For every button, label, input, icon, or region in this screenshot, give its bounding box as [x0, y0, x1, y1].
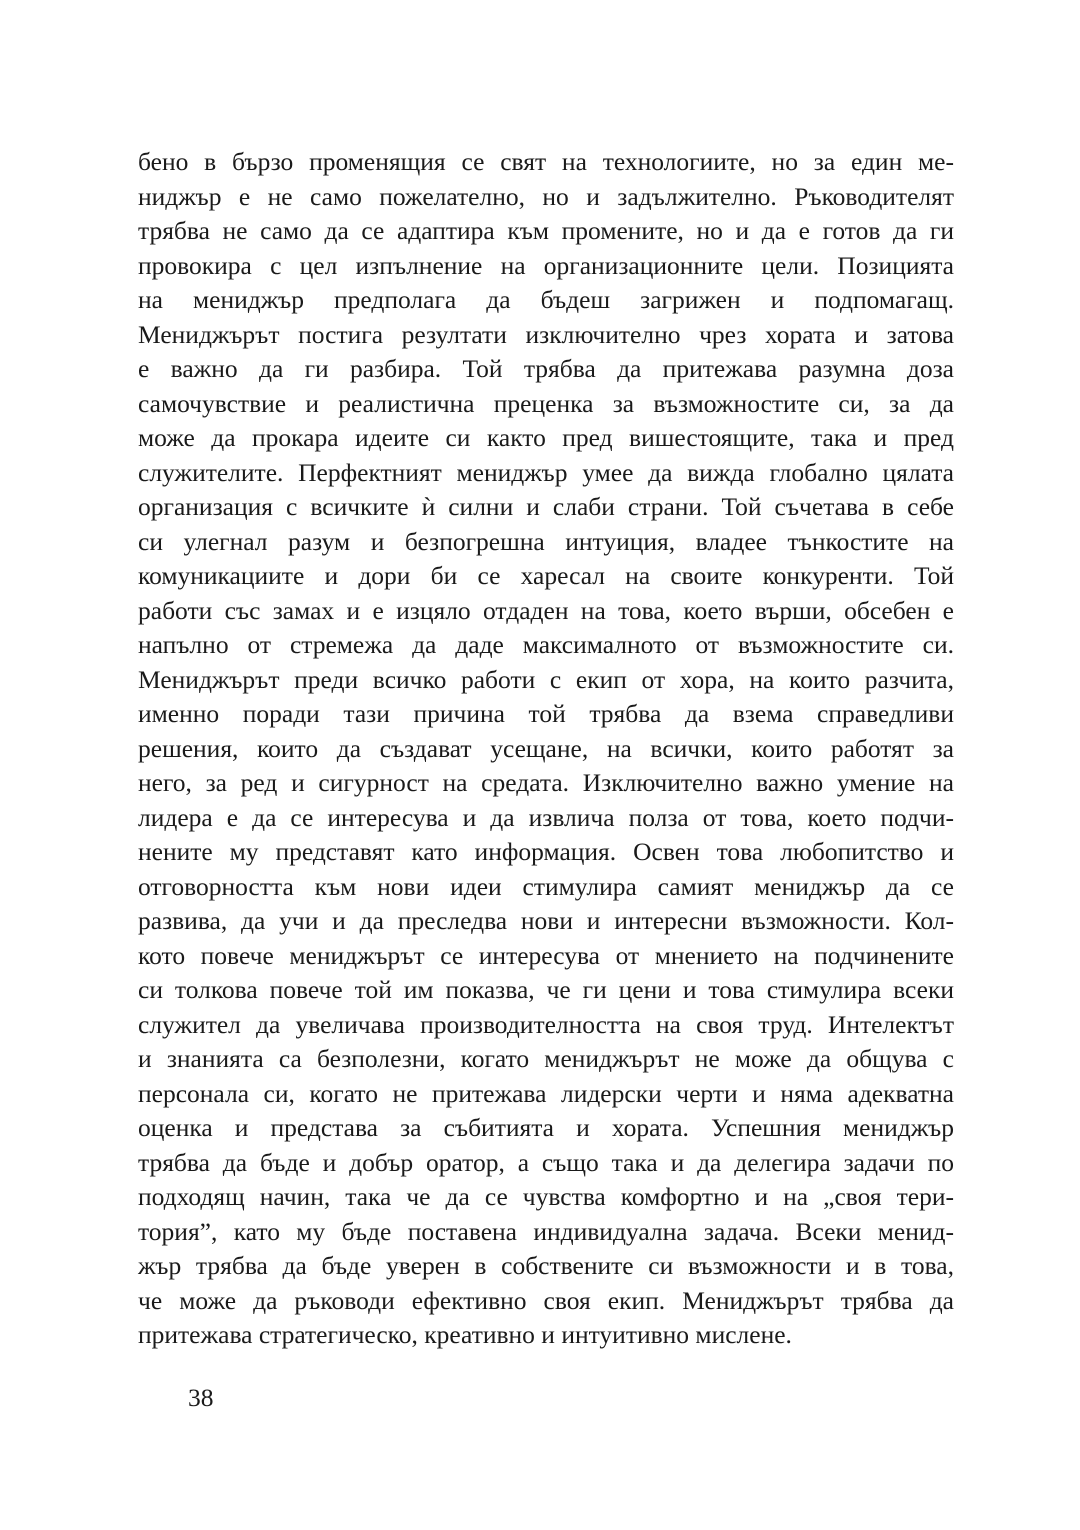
text-line: тория”, като му бъде поставена индивидуална задача. Всеки менид-	[138, 1216, 954, 1246]
text-line: ниджър е не само пожелателно, но и задължително. Ръководителят	[138, 181, 954, 211]
text-line: именно поради тази причина той трябва да взема справедливи	[138, 699, 954, 728]
text-line: служител да увеличава производителността на своя труд. Интелектът	[138, 1009, 954, 1039]
text-line: комуникациите и дори би се харесал на своите конкуренти. Той	[138, 561, 954, 590]
text-line: нените му представят като информация. Освен това любопитство и	[138, 837, 954, 866]
text-line-last: притежава стратегическо, креативно и интуитивно мислене.	[138, 1320, 792, 1349]
text-line: решения, които да създават усещане, на всички, които работят за	[138, 733, 954, 763]
text-line: кото повече мениджърът се интересува от мнението на подчинените	[138, 940, 954, 970]
text-line: трябва да бъде и добър оратор, а също така и да делегира задачи по	[138, 1147, 954, 1177]
text-line: отговорността към нови идеи стимулира самият мениджър да се	[138, 871, 954, 901]
text-line: на мениджър предполага да бъдеш загрижен и подпомагащ.	[138, 285, 954, 314]
text-line: работи със замах и е изцяло отдаден на това, което върши, обсебен е	[138, 595, 954, 625]
text-line: Мениджърът постига резултати изключително чрез хората и затова	[138, 319, 954, 349]
text-line: си улегнал разум и безпогрешна интуиция, владее тънкостите на	[138, 526, 954, 556]
text-line: него, за ред и сигурност на средата. Изключително важно умение на	[138, 768, 954, 797]
text-line: развива, да учи и да преследва нови и интересни възможности. Кол-	[138, 906, 954, 935]
text-line: жър трябва да бъде уверен в собствените си възможности и в това,	[138, 1251, 954, 1280]
text-line: и знанията са безполезни, когато мениджърът не може да общува с	[138, 1044, 954, 1073]
text-line: организация с всичките ѝ силни и слаби страни. Той съчетава в себе	[138, 492, 954, 521]
text-line: персонала си, когато не притежава лидерски черти и няма адекватна	[138, 1078, 954, 1108]
text-line: провокира с цел изпълнение на организационните цели. Позицията	[138, 250, 954, 280]
text-line: служителите. Перфектният мениджър умее да вижда глобално цялата	[138, 457, 954, 487]
page-number: 38	[188, 1383, 214, 1412]
text-line: трябва не само да се адаптира към промените, но и да е готов да ги	[138, 216, 954, 245]
text-line: напълно от стремежа да даде максималното от възможностите си.	[138, 630, 954, 659]
text-line: може да прокара идеите си както пред вишестоящите, така и пред	[138, 423, 954, 452]
text-line: че може да ръководи ефективно своя екип. Мениджърът трябва да	[138, 1285, 954, 1315]
text-line: си толкова повече той им показва, че ги цени и това стимулира всеки	[138, 975, 954, 1004]
text-line: Мениджърът преди всичко работи с екип от хора, на които разчита,	[138, 664, 954, 694]
text-line: бено в бързо променящия се свят на технологиите, но за един ме-	[138, 147, 954, 176]
body-text	[138, 145, 954, 1353]
text-line: лидера е да се интересува и да извлича полза от това, което подчи-	[138, 802, 954, 832]
text-line: подходящ начин, така че да се чувства комфортно и на „своя тери-	[138, 1182, 954, 1211]
text-line: е важно да ги разбира. Той трябва да притежава разумна доза	[138, 354, 954, 383]
text-line: оценка и представа за събитията и хората. Успешния мениджър	[138, 1113, 954, 1142]
text-line: самочувствие и реалистична преценка за възможностите си, за да	[138, 388, 954, 418]
